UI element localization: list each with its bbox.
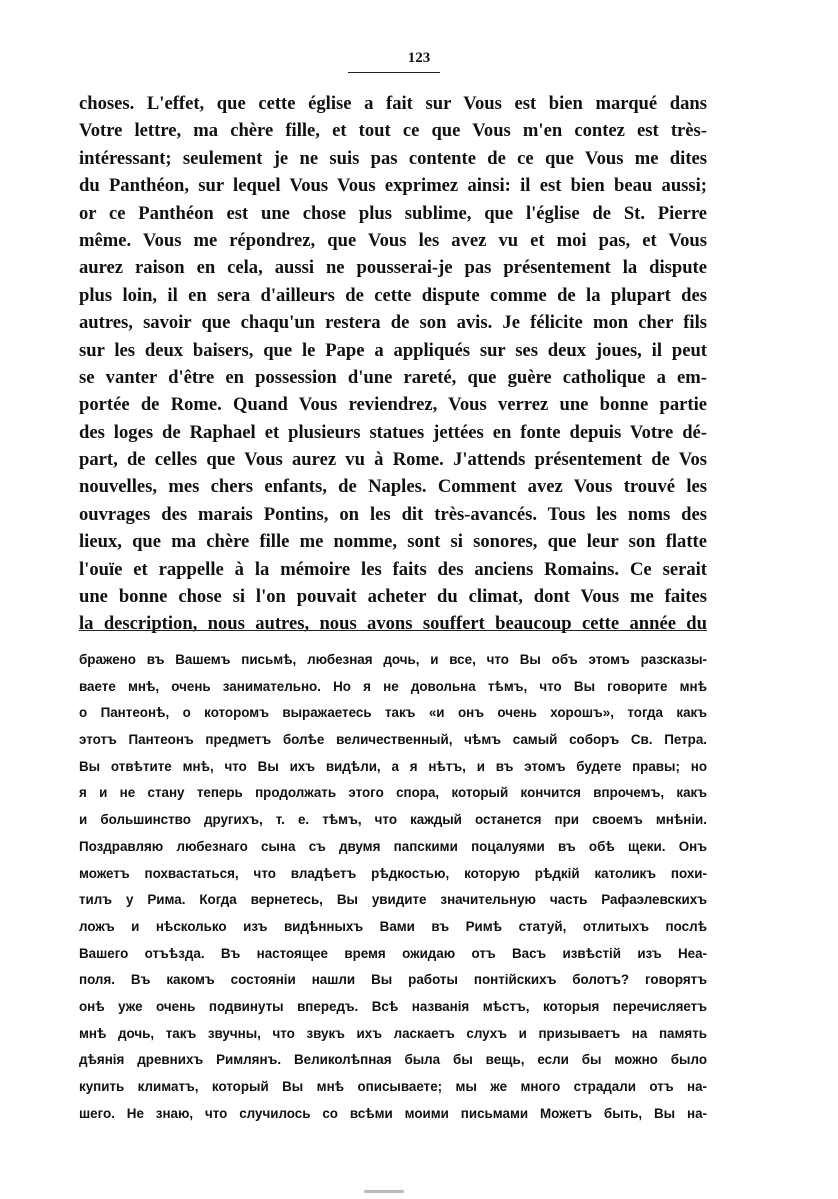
russian-line: о Пантеонѣ, о которомъ выражаетесь такъ «и онъ очень хорошъ», тогда какъ — [79, 705, 707, 721]
russian-line: можетъ похвастаться, что владѣетъ рѣдкостью, которую рѣдкій католикъ похи- — [79, 865, 707, 881]
french-line: même. Vous me répondrez, que Vous les avez vu et moi pas, et Vous — [79, 229, 707, 251]
russian-line: ложъ и нѣсколько изъ видѣнныхъ Вами въ Римѣ статуй, отлитыхъ послѣ — [79, 918, 707, 934]
french-line: l'ouïe et rappelle à la mémoire les faits des anciens Romains. Ce serait — [79, 558, 707, 580]
french-line: se vanter d'être en possession d'une rareté, que guère catholique a em- — [79, 366, 707, 388]
russian-line: онѣ уже очень подвинуты впередъ. Всѣ названія мѣстъ, которыя перечисляетъ — [79, 998, 707, 1014]
russian-line: Поздравляю любезнаго сына съ двумя папскими поцалуями въ обѣ щеки. Онъ — [79, 838, 707, 854]
french-line: part, de celles que Vous aurez vu à Rome. J'attends présentement de Vos — [79, 449, 707, 471]
french-line: du Panthéon, sur lequel Vous Vous exprimez ainsi: il est bien beau aussi; — [79, 175, 707, 197]
russian-translation-block — [79, 647, 707, 1127]
russian-line: мнѣ дочь, такъ звучны, что звукъ ихъ ласкаетъ слухъ и призываетъ на память — [79, 1025, 707, 1041]
french-line: autres, savoir que chaqu'un restera de son avis. Je félicite mon cher fils — [79, 312, 707, 334]
russian-line: шего. Не знаю, что случилось со всѣми моими письмами Можетъ быть, Вы на- — [79, 1105, 707, 1121]
french-line: la description, nous autres, nous avons souffert beaucoup cette année du — [79, 613, 707, 635]
footnote-separator — [79, 630, 707, 631]
french-line: des loges de Raphael et plusieurs statues jettées en fonte depuis Votre dé- — [79, 421, 707, 443]
french-text-block — [79, 90, 707, 638]
russian-line: ваете мнѣ, очень занимательно. Но я не довольна тѣмъ, что Вы говорите мнѣ — [79, 678, 707, 694]
french-line: nouvelles, mes chers enfants, de Naples. Comment avez Vous trouvé les — [79, 476, 707, 498]
russian-line: Вы отвѣтите мнѣ, что Вы ихъ видѣли, а я нѣтъ, и въ этомъ будете правы; но — [79, 758, 707, 774]
russian-line: и большинство другихъ, т. е. тѣмъ, что каждый останется при своемъ мнѣніи. — [79, 812, 707, 828]
russian-line: дѣянія древнихъ Римлянъ. Великолѣпная была бы вещь, если бы можно было — [79, 1052, 707, 1068]
french-line: choses. L'effet, que cette église a fait sur Vous est bien marqué dans — [79, 93, 707, 114]
french-line: ouvrages des marais Pontins, on les dit très-avancés. Tous les noms des — [79, 503, 707, 525]
french-line: or ce Panthéon est une chose plus sublime, que l'église de St. Pierre — [79, 202, 707, 224]
french-line: plus loin, il en sera d'ailleurs de cette dispute comme de la plupart des — [79, 284, 707, 306]
page-number-rule — [348, 72, 440, 73]
russian-line: поля. Въ какомъ состояніи нашли Вы работы понтійскихъ болотъ? говорятъ — [79, 972, 707, 988]
russian-line: тилъ у Рима. Когда вернетесь, Вы увидите значительную часть Рафаэлевскихъ — [79, 892, 707, 908]
french-line: intéressant; seulement je ne suis pas contente de ce que Vous me dites — [79, 147, 707, 169]
russian-line: этотъ Пантеонъ предметъ болѣе величественный, чѣмъ самый соборъ Св. Петра. — [79, 732, 707, 748]
bottom-edge-mark — [364, 1190, 404, 1193]
russian-line: бражено въ Вашемъ письмѣ, любезная дочь, и все, что Вы объ этомъ разсказы- — [79, 652, 707, 667]
french-line: aurez raison en cela, aussi ne pousserai-je pas présentement la dispute — [79, 257, 707, 279]
russian-line: купить климатъ, который Вы мнѣ описываете; мы же много страдали отъ на- — [79, 1079, 707, 1094]
french-line: une bonne chose si l'on pouvait acheter du climat, dont Vous me faites — [79, 586, 707, 608]
french-line: portée de Rome. Quand Vous reviendrez, Vous verrez une bonne partie — [79, 394, 707, 416]
french-line: Votre lettre, ma chère fille, et tout ce que Vous m'en contez est très- — [79, 120, 707, 142]
french-line: lieux, que ma chère fille me nomme, sont si sonores, que leur son flatte — [79, 531, 707, 553]
russian-line: Вашего отъѣзда. Въ настоящее время ожидаю отъ Васъ извѣстій изъ Неа- — [79, 945, 707, 961]
french-line: sur les deux baisers, que le Pape a appliqués sur ses deux joues, il peut — [79, 339, 707, 361]
page-number: 123 — [407, 50, 431, 66]
russian-line: я и не стану теперь продолжать этого спора, который кончится впрочемъ, какъ — [79, 785, 707, 801]
